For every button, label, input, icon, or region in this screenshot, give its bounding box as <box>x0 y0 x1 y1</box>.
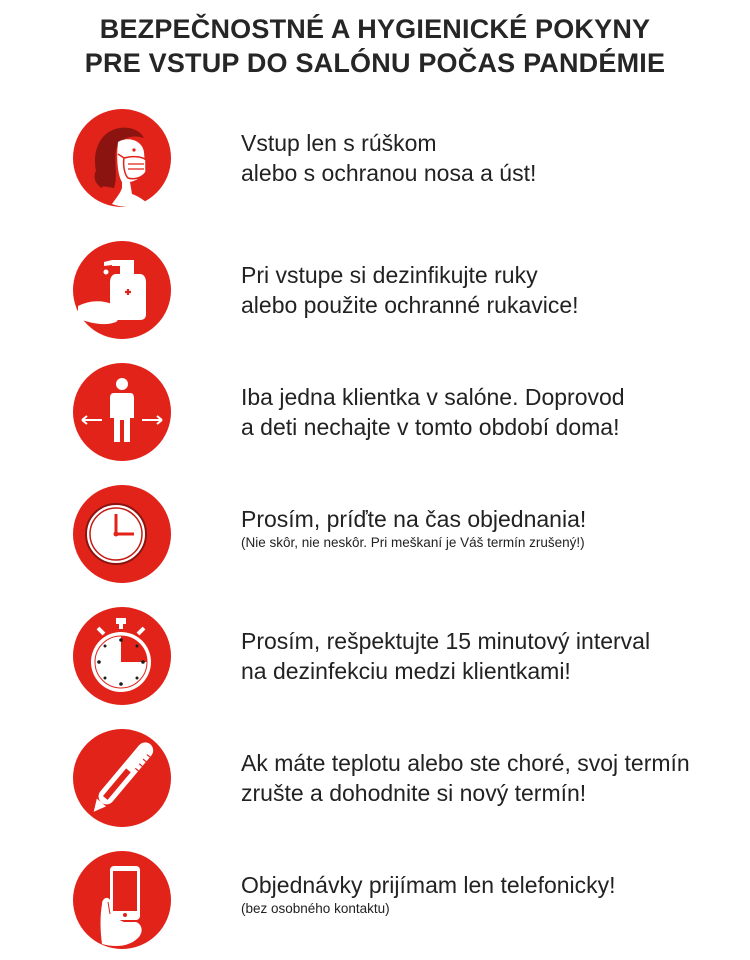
rule-line-2: na dezinfekciu medzi klientkami! <box>241 658 571 684</box>
phone-icon <box>72 850 172 950</box>
rule-line-1: Pri vstupe si dezinfikujte ruky <box>241 262 538 288</box>
rule-line-1: Vstup len s rúškom <box>241 130 437 156</box>
rule-text <box>241 504 750 552</box>
title-line-2: PRE VSTUP DO SALÓNU POČAS PANDÉMIE <box>84 48 666 78</box>
rule-line-1: Prosím, príďte na čas objednania! <box>241 506 587 532</box>
rule-note: (Nie skôr, nie neskôr. Pri meškaní je Váš termín zrušený!) <box>241 535 585 550</box>
rule-line-1: Prosím, rešpektujte 15 minutový interval <box>241 628 651 654</box>
hand-sanitizer-icon <box>72 240 172 340</box>
rule-item-sanitizer <box>0 240 750 350</box>
rule-line-2: alebo použite ochranné rukavice! <box>241 292 579 318</box>
rule-text <box>241 870 750 918</box>
rule-line-1: Objednávky prijímam len telefonicky! <box>241 872 616 898</box>
stopwatch-icon <box>72 606 172 706</box>
rule-line-2: a deti nechajte v tomto období doma! <box>241 414 620 440</box>
rule-text <box>241 128 750 188</box>
rule-text <box>241 626 750 686</box>
single-person-icon <box>72 362 172 462</box>
rule-text <box>241 382 750 442</box>
rule-item-on-time <box>0 484 750 594</box>
rule-item-one-client <box>0 362 750 472</box>
rule-item-interval <box>0 606 750 716</box>
face-mask-icon <box>72 108 172 208</box>
page-title <box>0 12 750 80</box>
rule-note: (bez osobného kontaktu) <box>241 901 390 916</box>
rule-item-temperature <box>0 728 750 838</box>
clock-icon <box>72 484 172 584</box>
rule-line-2: alebo s ochranou nosa a úst! <box>241 160 537 186</box>
thermometer-icon <box>72 728 172 828</box>
title-line-1: BEZPEČNOSTNÉ A HYGIENICKÉ POKYNY <box>99 14 651 44</box>
rule-text <box>241 260 750 320</box>
rule-text <box>241 748 750 808</box>
rule-line-2: zrušte a dohodnite si nový termín! <box>241 780 587 806</box>
rule-line-1: Ak máte teplotu alebo ste choré, svoj termín <box>241 750 690 776</box>
rule-item-phone-orders <box>0 850 750 960</box>
rule-item-mask <box>0 108 750 218</box>
rule-line-1: Iba jedna klientka v salóne. Doprovod <box>241 384 625 410</box>
